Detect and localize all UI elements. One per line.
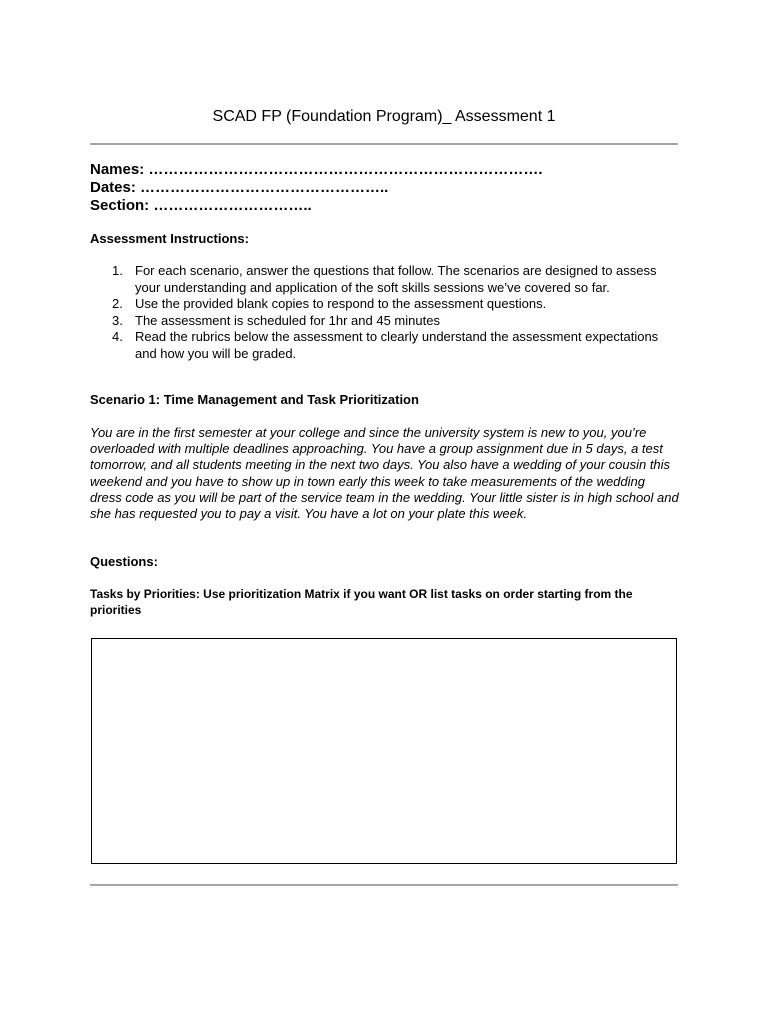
list-item-text: Read the rubrics below the assessment to clearly understand the assessment expectations and how you will be graded.	[135, 329, 659, 361]
document-title: SCAD FP (Foundation Program)_ Assessment 1	[212, 108, 556, 125]
names-field: Names: …………………………………………………………………….	[90, 161, 543, 178]
list-item	[90, 329, 678, 362]
scenario-heading: Scenario 1: Time Management and Task Prioritization	[90, 392, 419, 407]
instructions-heading: Assessment Instructions:	[90, 231, 249, 246]
tasks-prompt: Tasks by Priorities: Use prioritization Matrix if you want OR list tasks on order starting from the priorities	[90, 587, 633, 617]
dates-field: Dates: …………………………………………..	[90, 179, 389, 196]
list-item-number: 3.	[112, 312, 123, 328]
list-item-text: For each scenario, answer the questions that follow. The scenarios are designed to assess your understanding and application of the soft skills sessions we’ve covered so far.	[135, 263, 657, 295]
list-item	[90, 313, 678, 330]
list-item-number: 1.	[112, 263, 123, 278]
list-item	[90, 263, 678, 296]
top-divider	[90, 143, 678, 145]
student-info-fields	[90, 161, 543, 215]
list-item-text: Use the provided blank copies to respond to the assessment questions.	[135, 296, 547, 311]
section-field: Section: …………………………..	[90, 197, 312, 214]
answer-box[interactable]	[91, 638, 677, 864]
list-item-number: 4.	[112, 329, 123, 344]
questions-heading: Questions:	[90, 554, 158, 569]
scenario-description: You are in the first semester at your college and since the university system is new to you, you’re overloaded with multiple deadlines approaching. You have a group assignment due in 5 days, a test tomorrow, and all students meeting in the next two days. You also have a wedding of your cousin this weekend and you have to show up in town early this week to take measurements of the wedding dress code as you will be part of the service team in the wedding. Your little sister is in high school and she has requested you to pay a visit. You have a lot on your plate this week.	[90, 425, 679, 522]
list-item-number: 2.	[112, 296, 123, 311]
bottom-divider	[90, 884, 678, 886]
list-item-text: The assessment is scheduled for 1hr and 45 minutes	[135, 312, 440, 328]
instructions-list	[90, 263, 678, 362]
list-item	[90, 296, 678, 313]
